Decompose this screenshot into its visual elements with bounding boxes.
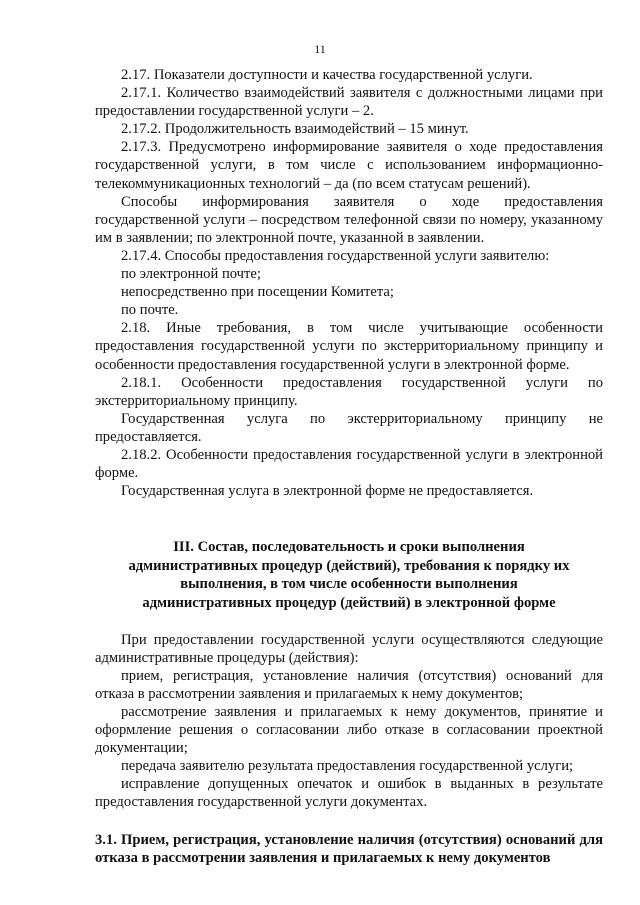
section-3-heading: III. Состав, последовательность и сроки выполнения административных процедур (действий), требования к порядку их выполнения, в том числе особенности выполнения административных процедур (действий) в электронной форме [128, 539, 570, 612]
para-2-17-3: 2.17.3. Предусмотрено информирование заявителя о ходе предоставления государственной услуги, в том числе с использованием информационно-телекоммуникационных технологий – да (по всем статусам решений). [95, 139, 603, 192]
list-item-post: по почте. [121, 302, 179, 319]
list-item-email: по электронной почте; [121, 266, 261, 283]
para-2-18-2: 2.18.2. Особенности предоставления государственной услуги в электронной форме. [95, 446, 603, 482]
page-number: 11 [314, 42, 326, 56]
list-item-review: рассмотрение заявления и прилагаемых к нему документов, принятие и оформление решения о согласовании либо отказе в согласовании проектной документации; [95, 704, 603, 757]
list-item-transfer: передача заявителю результата предоставления государственной услуги; [121, 758, 574, 775]
para-inform-methods: Способы информирования заявителя о ходе предоставления государственной услуги – посредством телефонной связи по номеру, указанному им в заявлении; по электронной почте, указанной в заявлении. [95, 193, 603, 246]
list-item-reception: прием, регистрация, установление наличия (отсутствия) оснований для отказа в рассмотрении заявления и прилагаемых к нему документов; [95, 667, 603, 702]
para-electronic: Государственная услуга в электронной форме не предоставляется. [121, 483, 534, 500]
para-2-18-1: 2.18.1. Особенности предоставления государственной услуги по экстерриториальному принципу. [95, 374, 603, 409]
subsection-3-1-heading: 3.1. Прием, регистрация, установление наличия (отсутствия) оснований для отказа в рассмотрении заявления и прилагаемых к нему документов [95, 831, 603, 866]
list-item-visit: непосредственно при посещении Комитета; [121, 284, 394, 301]
para-extraterritorial: Государственная услуга по экстерриториальному принципу не предоставляется. [95, 410, 603, 445]
para-2-17-1: 2.17.1. Количество взаимодействий заявителя с должностными лицами при предоставлении государственной услуги – 2. [95, 85, 603, 120]
document-body [95, 66, 603, 867]
para-procedures-intro: При предоставлении государственной услуги осуществляются следующие административные процедуры (действия): [95, 631, 603, 666]
para-2-18: 2.18. Иные требования, в том числе учитывающие особенности предоставления государственной услуги по экстерриториальному принципу и особенности предоставления государственной услуги в электронной форме. [95, 320, 603, 373]
para-2-17-4: 2.17.4. Способы предоставления государственной услуги заявителю: [121, 247, 550, 264]
para-2-17-2: 2.17.2. Продолжительность взаимодействий – 15 минут. [121, 121, 469, 138]
list-item-corrections: исправление допущенных опечаток и ошибок в выданных в результате предоставления государственной услуги документах. [95, 776, 603, 811]
para-2-17: 2.17. Показатели доступности и качества государственной услуги. [121, 67, 533, 83]
